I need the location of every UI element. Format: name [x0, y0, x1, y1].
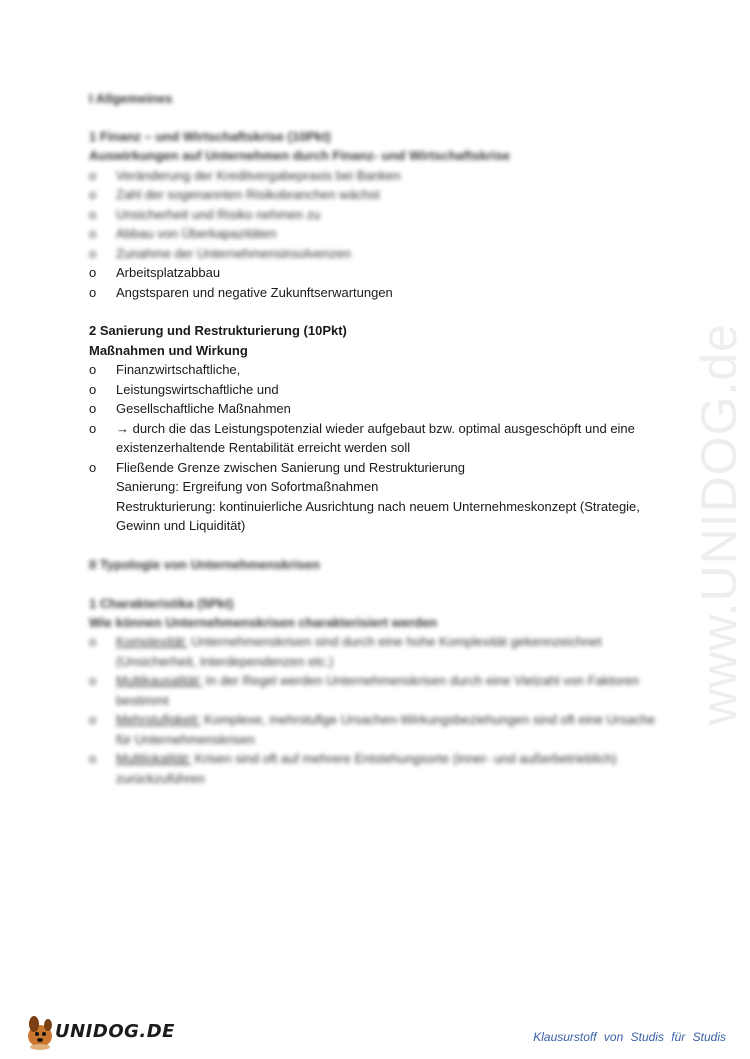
section-heading: I Allgemeines: [89, 91, 173, 106]
subsection-title: 1 Finanz – und Wirtschaftskrise (10Pkt): [89, 129, 331, 144]
bullet-icon: o: [89, 207, 97, 222]
watermark: www.UNIDOG.de: [691, 323, 747, 725]
bullet-icon: o: [89, 634, 97, 649]
subsection-subtitle: Maßnahmen und Wirkung: [89, 343, 248, 358]
bullet-icon: o: [89, 265, 97, 280]
bullet-icon: o: [89, 751, 97, 766]
list-item-continuation: existenzerhaltende Rentabilität erreicht werden soll: [116, 440, 411, 455]
subsection-title: 2 Sanierung und Restrukturierung (10Pkt): [89, 323, 347, 338]
bullet-icon: o: [89, 187, 97, 202]
bullet-icon: o: [89, 401, 97, 416]
list-item-continuation: Gewinn und Liquidität): [116, 518, 246, 533]
logo: UNIDOG.DE: [55, 1021, 175, 1042]
list-item-continuation: für Unternehmenskrisen: [116, 732, 255, 747]
bullet-icon: o: [89, 382, 97, 397]
section-heading: II Typologie von Unternehmenskrisen: [89, 557, 320, 572]
list-item-continuation: zurückzuführen: [116, 771, 205, 786]
bullet-icon: o: [89, 246, 97, 261]
bullet-icon: o: [89, 460, 97, 475]
subsection-subtitle: Auswirkungen auf Unternehmen durch Finanz- und Wirtschaftskrise: [89, 148, 510, 163]
footer-tagline: Klausurstoff von Studis für Studis: [533, 1030, 726, 1044]
bullet-icon: o: [89, 673, 97, 688]
subsection-subtitle: Wie können Unternehmenskrisen charakterisiert werden: [89, 615, 438, 630]
bullet-icon: o: [89, 168, 97, 183]
list-item-continuation: bestimmt: [116, 693, 169, 708]
bullet-icon: o: [89, 712, 97, 727]
subsection-title: 1 Charakteristika (5Pkt): [89, 596, 234, 611]
list-item-continuation: Restrukturierung: kontinuierliche Ausrichtung nach neuem Unternehmeskonzept (Strategie,: [116, 499, 640, 514]
list-item-continuation: Sanierung: Ergreifung von Sofortmaßnahmen: [116, 479, 379, 494]
bullet-icon: o: [89, 226, 97, 241]
bullet-icon: o: [89, 285, 97, 300]
list-item-continuation: (Unsicherheit, Interdependenzen etc.): [116, 654, 334, 669]
bullet-icon: o: [89, 362, 97, 377]
document-page: www.UNIDOG.de I Allgemeines 1 Finanz – und Wirtschaftskrise (10Pkt) Auswirkungen auf Unternehmen durch Finanz- und Wirtschaftskrise o Veränderung der Kreditvergabepraxis bei Banken o Zahl der sogenannten Risikobranchen wächst o Unsicherheit und Risiko nehmen zu o Abbau von Überkapazitäten o Zunahme der Unternehmensinsolvenzen o Arbeitsplatzabbau o Angstsparen und negative Zukunftserwartungen 2 Sanierung und Restrukturierung (10Pkt) Maßnahmen und Wirkung o Finanzwirtschaftliche, o Leistungswirtschaftliche und o Gesellschaftliche Maßnahmen o → durch die das Leistungspotenzial wieder aufgebaut bzw. optimal ausgeschöpft und eine existenzerhaltende Rentabilität erreicht werden soll o Fließende Grenze zwischen Sanierung und Restrukturierung Sanierung: Ergreifung von Sofortmaßnahmen Restrukturierung: kontinuierliche Ausrichtung nach neuem Unternehmeskonzept (Strategie, Gewinn und Liquidität) II Typologie von Unternehmenskrisen 1 Charakteristika (5Pkt) Wie können Unternehmenskrisen charakterisiert werden o Komplexität: Unternehmenskrisen sind durch eine hohe Komplexität gekennzeichnet (Unsicherheit, Interdependenzen etc.) o Multikausalität: In der Regel werden Unternehmenskrisen durch eine Vielzahl von Faktoren bestimmt o Mehrstufigkeit: Komplexe, mehrstufige Ursachen-Wirkungsbeziehungen sind oft eine Ursache für Unternehmenskrisen o Multilokalität: Krisen sind oft auf mehrere Entstehungsorte (inner- und außerbetrieblich) zurückzuführen UNIDOG.DE Klausurstoff von Studis für Studis: [0, 0, 750, 1059]
bullet-icon: o: [89, 421, 97, 436]
